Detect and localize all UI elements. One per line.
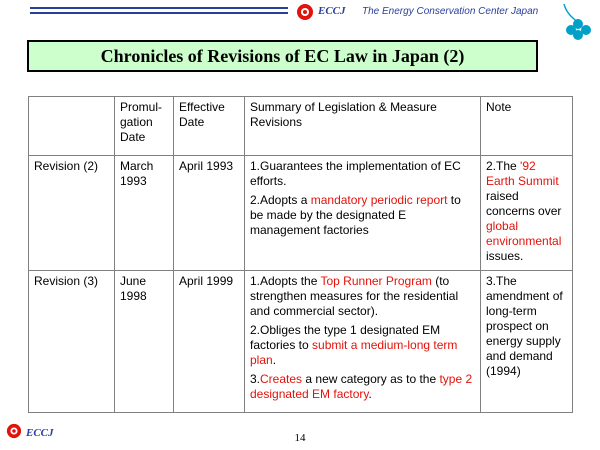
- summary-highlight: submit a medium-long term plan: [250, 338, 458, 367]
- summary-item: [250, 159, 475, 189]
- note-highlight: global environmental: [486, 219, 562, 248]
- header-logo-text: ECCJ: [318, 5, 346, 17]
- summary-text: 2.Adopts a: [250, 193, 311, 207]
- header-rule: [30, 7, 288, 17]
- summary-text: to be made by the designated E management factories: [250, 193, 461, 237]
- effective-date: April 1993: [174, 156, 245, 271]
- table-row: [29, 271, 573, 413]
- header-promulgation-date: Promul-gation Date: [115, 97, 174, 156]
- summary-cell: [245, 156, 481, 271]
- summary-item: [250, 323, 475, 368]
- summary-highlight: Creates: [260, 372, 303, 386]
- summary-text: 1.Adopts the: [250, 274, 321, 288]
- summary-text: a new category as to the: [302, 372, 440, 386]
- page-number: 14: [294, 432, 306, 444]
- summary-text: 3.: [250, 372, 261, 386]
- organization-name: The Energy Conservation Center Japan: [362, 6, 539, 17]
- summary-text: .: [368, 387, 372, 401]
- table-header-row: [29, 97, 573, 156]
- note-text: 2.The: [486, 159, 521, 173]
- header-effective-date: Effective Date: [174, 97, 245, 156]
- summary-text: .: [272, 353, 277, 367]
- summary-item: [250, 372, 475, 402]
- summary-item: [250, 274, 475, 319]
- revision-name: Revision (3): [29, 271, 115, 413]
- slide-title: Chronicles of Revisions of EC Law in Japan (2): [27, 40, 538, 72]
- summary-cell: [245, 271, 481, 413]
- note-highlight: '92 Earth Summit: [486, 159, 559, 188]
- summary-highlight: type 2 designated EM factory: [250, 372, 473, 401]
- summary-highlight: Top Runner Program: [320, 274, 432, 288]
- header-cell-empty: [29, 97, 115, 156]
- promulgation-date: June 1998: [115, 271, 174, 413]
- note-text: raised concerns over: [486, 189, 562, 218]
- summary-text: 1.Guarantees the implementation of EC efforts.: [250, 159, 461, 188]
- note-text: 3.The amendment of long-term prospect on energy supply and demand (1994): [486, 274, 563, 378]
- revisions-table: [28, 96, 573, 413]
- summary-text: (to strengthen measures for the residential and commercial sector).: [250, 274, 459, 318]
- revision-name: Revision (2): [29, 156, 115, 271]
- note-cell: [481, 156, 573, 271]
- summary-text: 2.Obliges the type 1 designated EM factories to: [250, 323, 441, 352]
- note-text: issues.: [486, 249, 524, 263]
- summary-highlight: mandatory periodic report: [310, 193, 448, 207]
- footer-logo-text: ECCJ: [26, 427, 54, 439]
- summary-item: [250, 193, 475, 238]
- clover-logo-icon: [558, 2, 598, 44]
- header-summary: Summary of Legislation & Measure Revisions: [245, 97, 481, 156]
- eccj-logo-icon: [296, 3, 314, 21]
- promulgation-date: March 1993: [115, 156, 174, 271]
- effective-date: April 1999: [174, 271, 245, 413]
- table-row: [29, 156, 573, 271]
- note-cell: [481, 271, 573, 413]
- header-note: Note: [481, 97, 573, 156]
